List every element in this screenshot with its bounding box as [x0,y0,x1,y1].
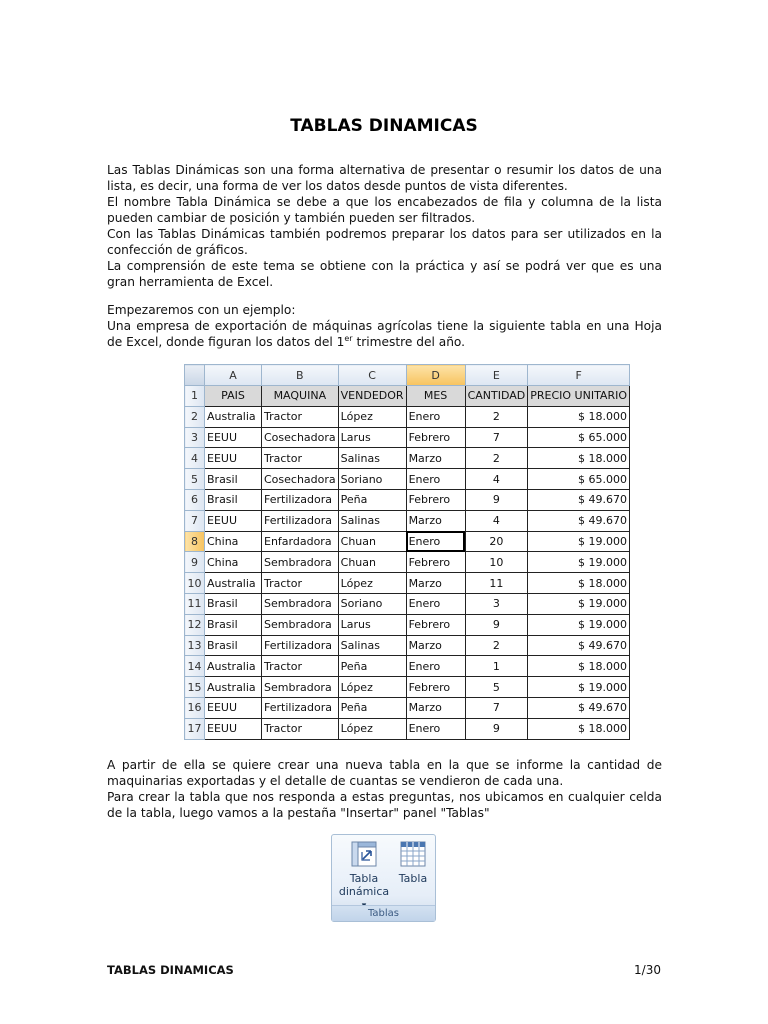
ordinal-superscript: er [344,333,353,343]
active-cell[interactable]: Enero [406,531,465,552]
table-cell[interactable]: Larus [338,427,406,448]
row-number[interactable]: 6 [185,489,205,510]
table-cell[interactable]: Marzo [406,635,465,656]
table-cell[interactable]: Australia [205,677,262,698]
table-cell[interactable]: Larus [338,614,406,635]
table-row [185,677,630,698]
table-cell[interactable]: Febrero [406,677,465,698]
table-cell[interactable]: EEUU [205,718,262,739]
table-cell[interactable]: $ 49.670 [528,510,630,531]
table-cell[interactable]: 7 [465,697,528,718]
table-row [185,489,630,510]
header-cell[interactable]: PAIS [205,386,262,407]
row-number[interactable]: 5 [185,469,205,490]
table-cell[interactable]: Tractor [262,656,339,677]
table-cell[interactable]: 2 [465,635,528,656]
table-cell[interactable]: Tractor [262,718,339,739]
row-number[interactable]: 3 [185,427,205,448]
table-cell[interactable]: $ 18.000 [528,448,630,469]
table-cell[interactable]: Febrero [406,614,465,635]
table-cell[interactable]: Marzo [406,510,465,531]
table-row [185,573,630,594]
example-text [107,302,662,350]
table-cell[interactable]: $ 19.000 [528,614,630,635]
table-cell[interactable]: EEUU [205,697,262,718]
table-row [185,406,630,427]
table-cell[interactable]: 1 [465,656,528,677]
table-row [185,469,630,490]
table-button[interactable] [392,839,434,885]
table-cell[interactable]: $ 19.000 [528,677,630,698]
row-number[interactable]: 14 [185,656,205,677]
column-header[interactable]: F [528,365,630,386]
table-cell[interactable]: 9 [465,718,528,739]
table-cell[interactable]: $ 49.670 [528,635,630,656]
table-row [185,552,630,573]
table-cell[interactable]: Australia [205,573,262,594]
after-paragraph: A partir de ella se quiere crear una nueva tabla en la que se informe la cantidad de maquinarias exportadas y el detalle de cuantas se vendieron de cada una. [107,758,662,788]
table-cell[interactable]: Brasil [205,489,262,510]
example-lead: Empezaremos con un ejemplo: [107,303,296,317]
table-cell[interactable]: Febrero [406,489,465,510]
row-number[interactable]: 7 [185,510,205,531]
row-number[interactable]: 4 [185,448,205,469]
table-cell[interactable]: Tractor [262,448,339,469]
table-cell[interactable]: 10 [465,552,528,573]
table-cell[interactable]: Salinas [338,510,406,531]
row-number[interactable]: 10 [185,573,205,594]
table-cell[interactable]: EEUU [205,427,262,448]
table-cell[interactable]: Sembradora [262,614,339,635]
select-all-corner[interactable] [185,365,205,386]
table-cell[interactable]: Sembradora [262,677,339,698]
table-cell[interactable]: Febrero [406,427,465,448]
table-cell[interactable]: 9 [465,489,528,510]
table-cell[interactable]: $ 18.000 [528,656,630,677]
table-cell[interactable]: 5 [465,677,528,698]
column-header-selected[interactable]: D [406,365,465,386]
row-number[interactable]: 15 [185,677,205,698]
pivot-table-label: Tabla [349,872,379,885]
table-cell[interactable]: 9 [465,614,528,635]
table-cell[interactable]: Cosechadora [262,427,339,448]
intro-paragraph: Las Tablas Dinámicas son una forma alternativa de presentar o resumir los datos de una lista, es decir, una forma de ver los datos desde puntos de vista diferentes. [107,163,662,193]
row-number[interactable]: 1 [185,386,205,407]
table-cell[interactable]: $ 19.000 [528,552,630,573]
column-header-row [185,365,630,386]
table-cell[interactable]: China [205,531,262,552]
row-number[interactable]: 11 [185,593,205,614]
table-cell[interactable]: Marzo [406,697,465,718]
intro-paragraph: Con las Tablas Dinámicas también podremos preparar los datos para ser utilizados en la confección de gráficos. [107,227,662,257]
table-cell[interactable]: China [205,552,262,573]
example-text-part: trimestre del año. [352,335,466,349]
table-cell[interactable]: EEUU [205,510,262,531]
table-cell[interactable]: 2 [465,448,528,469]
table-cell[interactable]: Fertilizadora [262,635,339,656]
table-cell[interactable]: Salinas [338,635,406,656]
table-cell[interactable]: 11 [465,573,528,594]
table-cell[interactable]: $ 19.000 [528,593,630,614]
table-row [185,718,630,739]
page-title: TABLAS DINAMICAS [290,116,478,136]
table-cell[interactable]: López [338,406,406,427]
table-cell[interactable]: Chuan [338,531,406,552]
page-number: 1/30 [634,963,661,977]
table-cell[interactable]: Fertilizadora [262,489,339,510]
table-row [185,635,630,656]
table-cell[interactable]: Enero [406,718,465,739]
header-cell[interactable]: MES [406,386,465,407]
table-header-row [185,386,630,407]
table-cell[interactable]: $ 18.000 [528,573,630,594]
table-cell[interactable]: 4 [465,510,528,531]
table-cell[interactable]: $ 65.000 [528,469,630,490]
table-row [185,427,630,448]
header-cell[interactable]: MAQUINA [262,386,339,407]
table-cell[interactable]: $ 18.000 [528,406,630,427]
table-cell[interactable]: 4 [465,469,528,490]
table-icon [398,839,428,869]
table-cell[interactable]: Enero [406,406,465,427]
column-header[interactable]: E [465,365,528,386]
footer-title: TABLAS DINAMICAS [107,963,234,977]
column-header[interactable]: A [205,365,262,386]
table-button-label: Tabla [398,872,428,885]
table-cell[interactable]: Cosechadora [262,469,339,490]
table-cell[interactable]: Enfardadora [262,531,339,552]
table-cell[interactable]: Brasil [205,635,262,656]
table-cell[interactable]: 2 [465,406,528,427]
table-cell[interactable]: Tractor [262,406,339,427]
table-cell[interactable]: Salinas [338,448,406,469]
table-cell[interactable]: Sembradora [262,552,339,573]
table-cell[interactable]: $ 18.000 [528,718,630,739]
table-cell[interactable]: Soriano [338,593,406,614]
table-cell[interactable]: $ 19.000 [528,531,630,552]
column-header[interactable]: C [338,365,406,386]
table-row [185,448,630,469]
table-row [185,510,630,531]
header-cell[interactable]: PRECIO UNITARIO [528,386,630,407]
intro-paragraph: La comprensión de este tema se obtiene con la práctica y así se podrá ver que es una gran herramienta de Excel. [107,259,662,289]
spreadsheet-table [184,364,630,740]
table-cell[interactable]: Australia [205,656,262,677]
table-cell[interactable]: Fertilizadora [262,510,339,531]
row-number[interactable]: 8 [185,531,205,552]
table-row [185,697,630,718]
ribbon-group-label: Tablas [332,905,435,921]
table-cell[interactable]: Soriano [338,469,406,490]
table-row [185,531,630,552]
table-cell[interactable]: Peña [338,489,406,510]
table-cell[interactable]: Peña [338,656,406,677]
intro-text [107,162,662,290]
table-cell[interactable]: Brasil [205,469,262,490]
row-number[interactable]: 9 [185,552,205,573]
table-cell[interactable]: López [338,718,406,739]
pivot-table-icon [349,839,379,869]
row-number[interactable]: 2 [185,406,205,427]
table-row [185,614,630,635]
table-cell[interactable]: $ 65.000 [528,427,630,448]
table-cell[interactable]: Sembradora [262,593,339,614]
intro-paragraph: El nombre Tabla Dinámica se debe a que los encabezados de fila y columna de la lista pueden cambiar de posición y también pueden ser filtrados. [107,195,662,225]
table-cell[interactable]: $ 49.670 [528,697,630,718]
after-paragraph: Para crear la tabla que nos responda a estas preguntas, nos ubicamos en cualquier celda de la tabla, luego vamos a la pestaña "Insertar" panel "Tablas" [107,790,662,820]
table-cell[interactable]: López [338,573,406,594]
table-cell[interactable]: EEUU [205,448,262,469]
table-row [185,656,630,677]
table-cell[interactable]: Febrero [406,552,465,573]
table-cell[interactable]: Enero [406,656,465,677]
table-cell[interactable]: 7 [465,427,528,448]
example-paragraph [107,318,662,350]
table-cell[interactable]: Marzo [406,448,465,469]
after-table-text [107,757,662,821]
ribbon-tables-group [331,834,436,922]
pivot-table-button[interactable] [336,839,392,913]
table-cell[interactable]: Australia [205,406,262,427]
pivot-table-label-text: dinámica [338,885,390,898]
table-cell[interactable]: Marzo [406,573,465,594]
header-cell[interactable]: VENDEDOR [338,386,406,407]
table-cell[interactable]: Brasil [205,593,262,614]
table-cell[interactable]: López [338,677,406,698]
table-cell[interactable]: 3 [465,593,528,614]
table-cell[interactable]: Enero [406,593,465,614]
row-number[interactable]: 16 [185,697,205,718]
column-header[interactable]: B [262,365,339,386]
table-cell[interactable]: Brasil [205,614,262,635]
row-number[interactable]: 17 [185,718,205,739]
table-cell[interactable]: Peña [338,697,406,718]
table-cell[interactable]: Enero [406,469,465,490]
table-cell[interactable]: Chuan [338,552,406,573]
example-text-part: Una empresa de exportación de máquinas agrícolas tiene la siguiente tabla en una Hoja de Excel, donde figuran los datos del 1 [107,319,662,349]
row-number[interactable]: 12 [185,614,205,635]
table-cell[interactable]: 20 [465,531,528,552]
table-cell[interactable]: Fertilizadora [262,697,339,718]
table-cell[interactable]: Tractor [262,573,339,594]
table-row [185,593,630,614]
row-number[interactable]: 13 [185,635,205,656]
table-cell[interactable]: $ 49.670 [528,489,630,510]
header-cell[interactable]: CANTIDAD [465,386,528,407]
